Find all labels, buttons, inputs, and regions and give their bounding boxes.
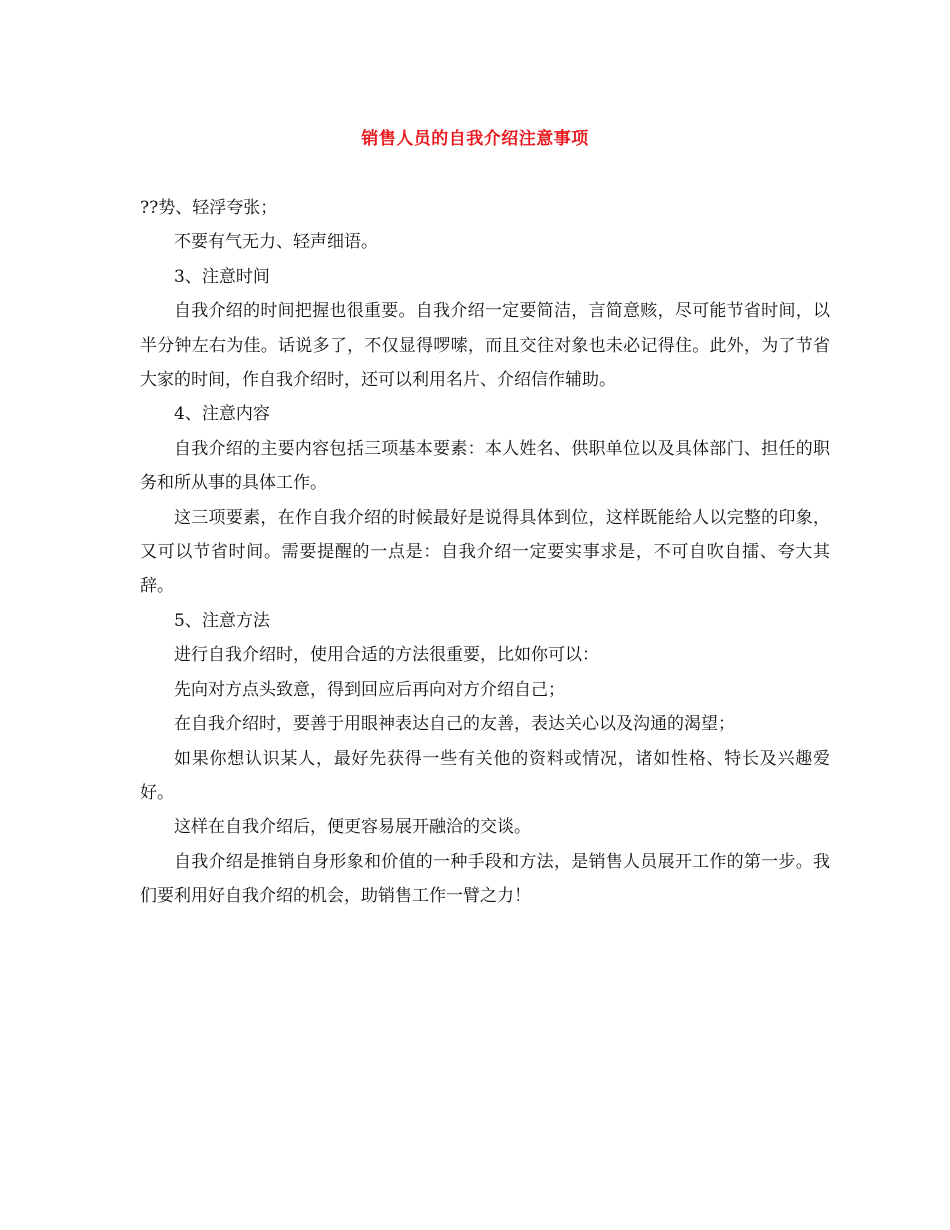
paragraph-method-4: 这样在自我介绍后，便更容易展开融洽的交谈。 [174,817,531,838]
section-heading-content: 4、注意内容 [174,404,270,425]
paragraph-content-2: 这三项要素，在作自我介绍的时候最好是说得具体到位，这样既能给人以完整的印象，又可以节省时间。需要提醒的一点是：自我介绍一定要实事求是，不可自吹自擂、夸大其辞。 [140,507,830,597]
paragraph-conclusion: 自我介绍是推销自身形象和价值的一种手段和方法，是销售人员展开工作的第一步。我们要利用好自我介绍的机会，助销售工作一臂之力！ [140,851,830,907]
document-body [140,191,830,914]
paragraph-2: 不要有气无力、轻声细语。 [174,232,378,253]
paragraph-method-intro: 进行自我介绍时，使用合适的方法很重要，比如你可以： [174,645,599,666]
section-heading-method: 5、注意方法 [174,610,270,631]
paragraph-method-1: 先向对方点头致意，得到回应后再向对方介绍自己； [174,679,565,700]
document-title: 销售人员的自我介绍注意事项 [361,129,589,149]
paragraph-time: 自我介绍的时间把握也很重要。自我介绍一定要简洁，言简意赅，尽可能节省时间，以半分钟左右为佳。话说多了，不仅显得啰嗦，而且交往对象也未必记得住。此外，为了节省大家的时间，作自我介绍时，还可以利用名片、介绍信作辅助。 [140,301,830,391]
paragraph-1: ??势、轻浮夸张； [140,198,278,218]
paragraph-method-2: 在自我介绍时，要善于用眼神表达自己的友善，表达关心以及沟通的渴望； [174,714,735,735]
paragraph-method-3: 如果你想认识某人，最好先获得一些有关他的资料或情况，诸如性格、特长及兴趣爱好。 [140,748,830,803]
paragraph-content-1: 自我介绍的主要内容包括三项基本要素：本人姓名、供职单位以及具体部门、担任的职务和所从事的具体工作。 [140,438,830,494]
section-heading-time: 3、注意时间 [174,266,270,287]
